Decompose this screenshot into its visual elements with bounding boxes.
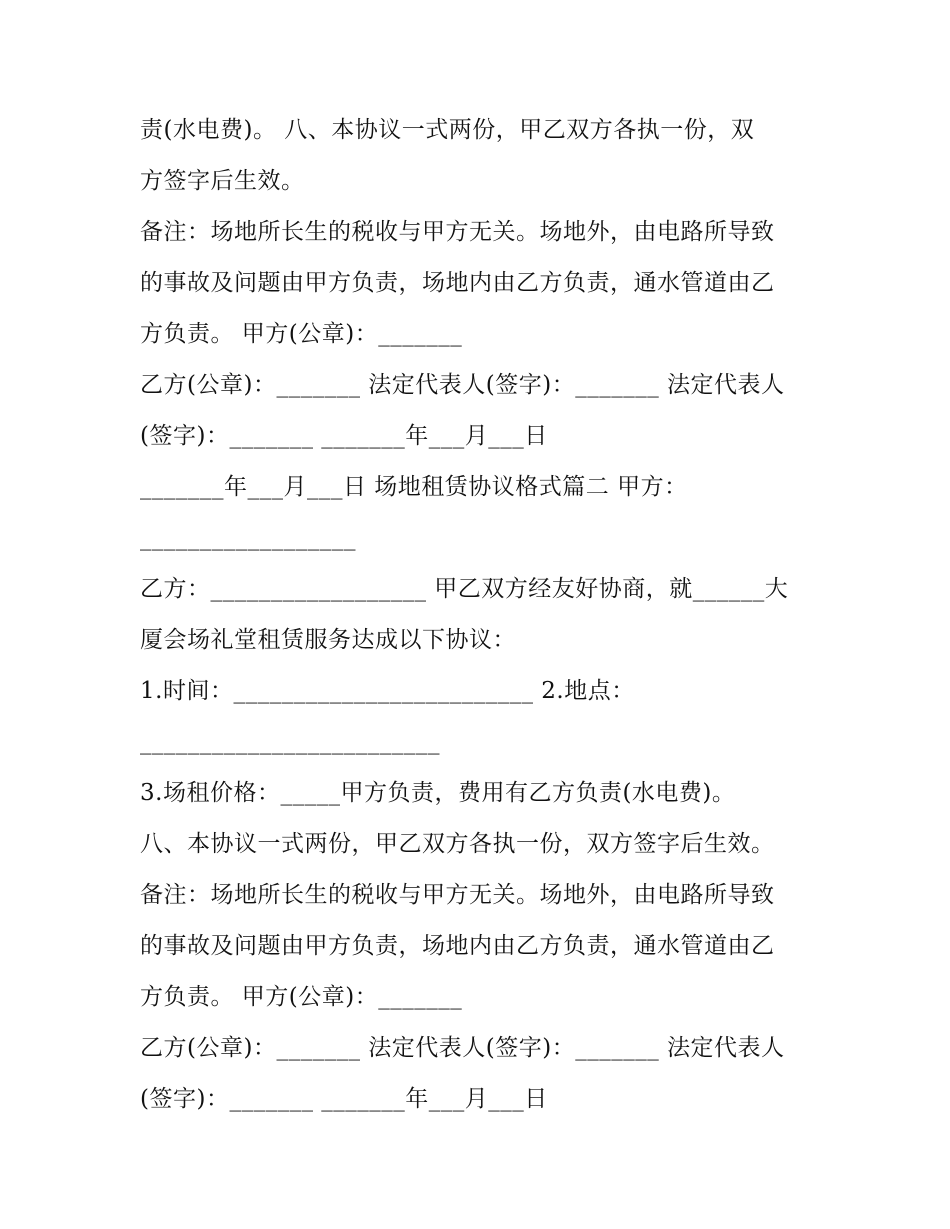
text-line: 方负责。 甲方(公章)：_______ [140, 321, 463, 347]
text-line: 厦会场礼堂租赁服务达成以下协议： [140, 627, 516, 653]
document-body [140, 105, 820, 1125]
text-line: (签字)：_______ _______年___月___日 [140, 1086, 548, 1112]
text-line: 乙方(公章)：_______ 法定代表人(签字)：_______ 法定代表人 [140, 1035, 785, 1061]
text-line: 方负责。 甲方(公章)：_______ [140, 984, 463, 1010]
text-line: _________________________ [140, 729, 440, 755]
text-line: __________________ [140, 525, 356, 551]
text-line: 3.场租价格：_____甲方负责，费用有乙方负责(水电费)。 [140, 780, 736, 806]
text-line: 的事故及问题由甲方负责，场地内由乙方负责，通水管道由乙 [140, 270, 775, 296]
text-line: 的事故及问题由甲方负责，场地内由乙方负责，通水管道由乙 [140, 933, 775, 959]
text-line: 备注：场地所长生的税收与甲方无关。场地外，由电路所导致 [140, 219, 775, 245]
text-line: (签字)：_______ _______年___月___日 [140, 423, 548, 449]
text-line: 乙方(公章)：_______ 法定代表人(签字)：_______ 法定代表人 [140, 372, 785, 398]
text-line: 方签字后生效。 [140, 168, 305, 194]
text-line: 1.时间：_________________________ 2.地点： [140, 678, 635, 704]
text-line: _______年___月___日 场地租赁协议格式篇二 甲方： [140, 474, 688, 500]
text-line: 备注：场地所长生的税收与甲方无关。场地外，由电路所导致 [140, 882, 775, 908]
text-line: 乙方：__________________ 甲乙双方经友好协商，就______大 [140, 576, 789, 602]
text-line: 八、本协议一式两份，甲乙双方各执一份，双方签字后生效。 [140, 831, 775, 857]
text-line: 责(水电费)。 八、本协议一式两份，甲乙双方各执一份，双 [140, 117, 755, 143]
